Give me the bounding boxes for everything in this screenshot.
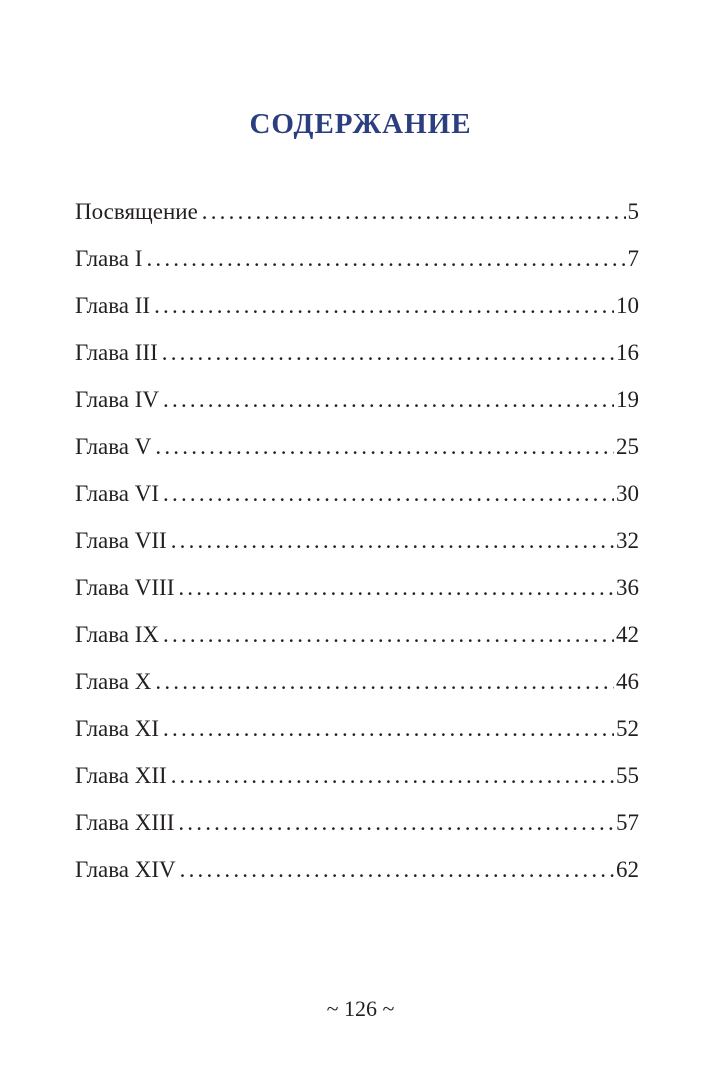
toc-entry-label: Глава II — [75, 293, 151, 318]
toc-dot-leader — [163, 382, 614, 418]
toc-entry[interactable] — [75, 852, 639, 899]
toc-entry-label: Глава XII — [75, 763, 167, 788]
toc-dot-leader — [178, 805, 614, 841]
toc-entry[interactable] — [75, 523, 639, 570]
toc-entry-page: 62 — [616, 857, 639, 882]
toc-entry[interactable] — [75, 664, 639, 711]
toc-entry-page: 36 — [616, 575, 639, 600]
toc-dot-leader — [171, 758, 614, 794]
toc-entry-label: Глава XIII — [75, 810, 175, 835]
toc-entry-page: 55 — [616, 763, 639, 788]
toc-entry-page: 7 — [627, 246, 639, 271]
toc-entry-page: 5 — [627, 199, 639, 224]
toc-entry-label: Глава V — [75, 434, 152, 459]
toc-dot-leader — [155, 664, 614, 700]
toc-entry[interactable] — [75, 194, 639, 241]
toc-dot-leader — [154, 288, 614, 324]
toc-dot-leader — [146, 241, 625, 277]
toc-entry-label: Глава III — [75, 340, 158, 365]
toc-entry[interactable] — [75, 288, 639, 335]
toc-dot-leader — [163, 617, 614, 653]
toc-entry-label: Посвящение — [75, 199, 198, 224]
toc-entry-page: 32 — [616, 528, 639, 553]
toc-entry-page: 42 — [616, 622, 639, 647]
toc-entry-page: 30 — [616, 481, 639, 506]
toc-entry-label: Глава XIV — [75, 857, 176, 882]
toc-entry[interactable] — [75, 429, 639, 476]
toc-entry-label: Глава VI — [75, 481, 160, 506]
toc-dot-leader — [178, 570, 614, 606]
toc-entry[interactable] — [75, 335, 639, 382]
toc-entry-page: 25 — [616, 434, 639, 459]
toc-entry-label: Глава IX — [75, 622, 160, 647]
toc-dot-leader — [162, 335, 614, 371]
toc-dot-leader — [155, 429, 614, 465]
toc-entry[interactable] — [75, 476, 639, 523]
toc-dot-leader — [180, 852, 614, 888]
toc-entry-label: Глава IV — [75, 387, 160, 412]
toc-entry-page: 46 — [616, 669, 639, 694]
toc-entry-label: Глава XI — [75, 716, 160, 741]
page-title: СОДЕРЖАНИЕ — [249, 108, 472, 140]
toc-entry-label: Глава VII — [75, 528, 167, 553]
toc-entry-label: Глава VIII — [75, 575, 175, 600]
toc-dot-leader — [163, 711, 614, 747]
toc-dot-leader — [202, 194, 626, 230]
toc-entry[interactable] — [75, 241, 639, 288]
toc-entry-page: 19 — [616, 387, 639, 412]
toc-entry-page: 52 — [616, 716, 639, 741]
toc-dot-leader — [171, 523, 614, 559]
toc-entry[interactable] — [75, 711, 639, 758]
toc-entry[interactable] — [75, 758, 639, 805]
toc-entry[interactable] — [75, 382, 639, 429]
toc-dot-leader — [163, 476, 614, 512]
toc-entry-label: Глава I — [75, 246, 143, 271]
toc-entry[interactable] — [75, 805, 639, 852]
page-number: ~ 126 ~ — [326, 996, 395, 1021]
toc-entry[interactable] — [75, 617, 639, 664]
toc-entry-page: 16 — [616, 340, 639, 365]
toc-entry-page: 57 — [616, 810, 639, 835]
toc-entry-label: Глава X — [75, 669, 152, 694]
table-of-contents — [75, 194, 639, 899]
toc-entry[interactable] — [75, 570, 639, 617]
toc-entry-page: 10 — [616, 293, 639, 318]
